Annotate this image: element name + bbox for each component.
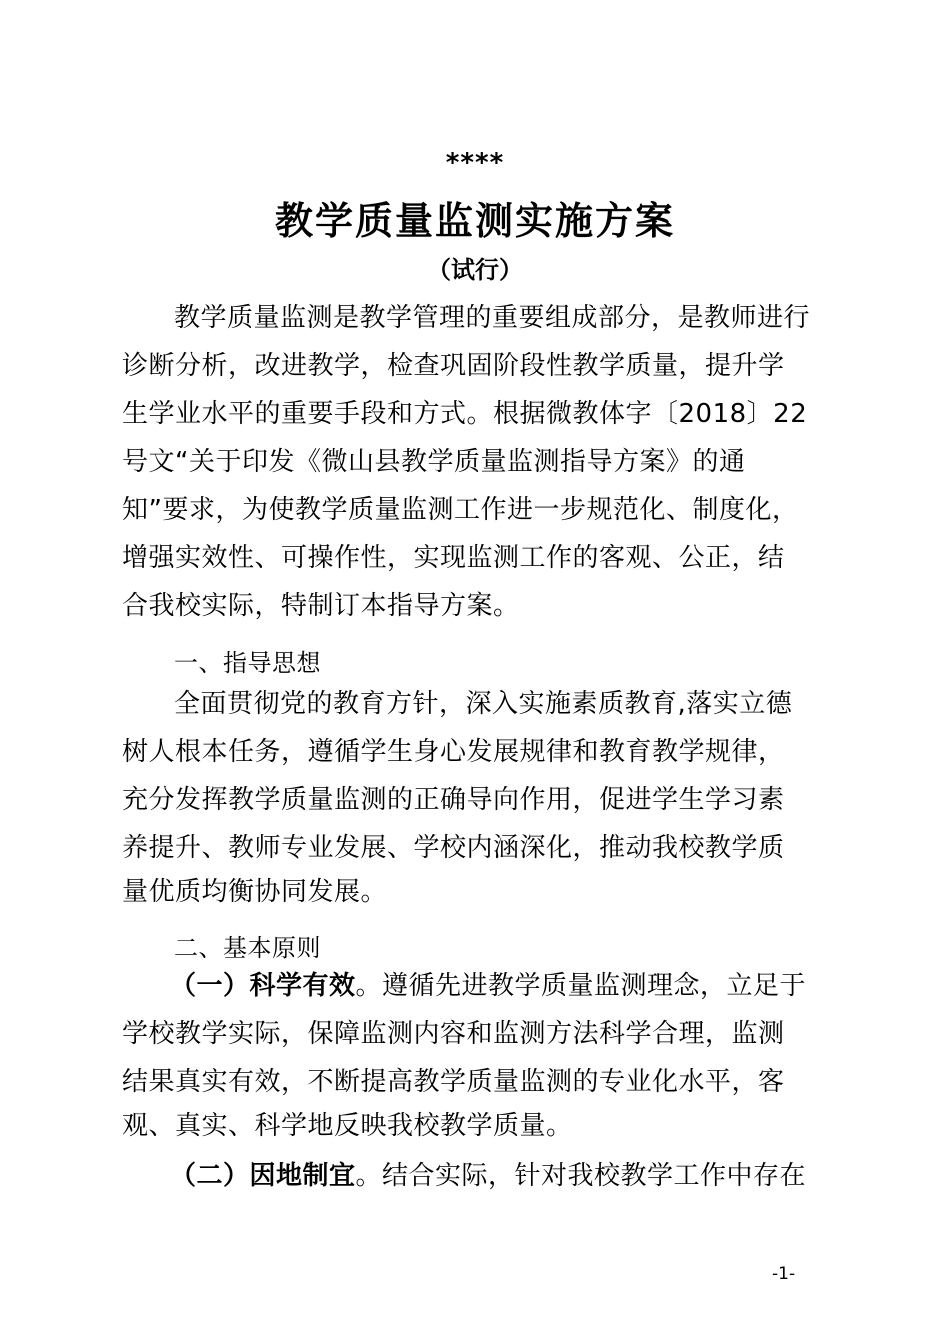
principle1-line: 学校教学实际，保障监测内容和监测方法科学合理，监测: [122, 1019, 785, 1049]
section1-line: 养提升、教师专业发展、学校内涵深化，推动我校教学质: [122, 833, 785, 863]
principle2-label: （二）因地制宜: [170, 1161, 356, 1191]
intro-line: 号文“关于印发《微山县教学质量监测指导方案》的通: [122, 447, 746, 477]
principle2-text: 。结合实际，针对我校教学工作中存在: [355, 1161, 807, 1191]
organization-name: ****: [445, 148, 505, 178]
section1-line: 树人根本任务，遵循学生身心发展规律和教育教学规律，: [122, 737, 785, 767]
intro-line: 教学质量监测是教学管理的重要组成部分，是教师进行: [174, 303, 811, 333]
section1-line: 全面贯彻党的教育方针，深入实施素质教育,落实立德: [174, 689, 793, 719]
principle1-text: 。遵循先进教学质量监测理念，立足于: [355, 971, 807, 1001]
section1-line: 充分发挥教学质量监测的正确导向作用，促进学生学习素: [122, 785, 785, 815]
section-heading-guiding-ideology: 一、指导思想: [174, 649, 321, 677]
page-title: 教学质量监测实施方案: [274, 199, 675, 243]
principle1-line: 结果真实有效，不断提高教学质量监测的专业化水平，客: [122, 1067, 785, 1097]
section-heading-basic-principles: 二、基本原则: [174, 934, 321, 962]
intro-line: 诊断分析，改进教学，检查巩固阶段性教学质量，提升学: [122, 351, 785, 381]
principle1-label: （一）科学有效: [170, 971, 356, 1001]
page-subtitle: （试行）: [427, 256, 523, 284]
principle1-line: 观、真实、科学地反映我校教学质量。: [122, 1111, 573, 1141]
principle2-line: [170, 1158, 806, 1194]
intro-line: 增强实效性、可操作性，实现监测工作的客观、公正，结: [122, 543, 785, 573]
section1-line: 量优质均衡协同发展。: [122, 877, 388, 907]
intro-line: 知”要求，为使教学质量监测工作进一步规范化、制度化，: [122, 495, 799, 525]
page-number: -1-: [772, 1264, 796, 1284]
intro-line: 生学业水平的重要手段和方式。根据微教体字〔2018〕22: [122, 399, 808, 429]
principle1-line: [170, 968, 806, 1004]
intro-line: 合我校实际，特制订本指导方案。: [122, 591, 520, 621]
